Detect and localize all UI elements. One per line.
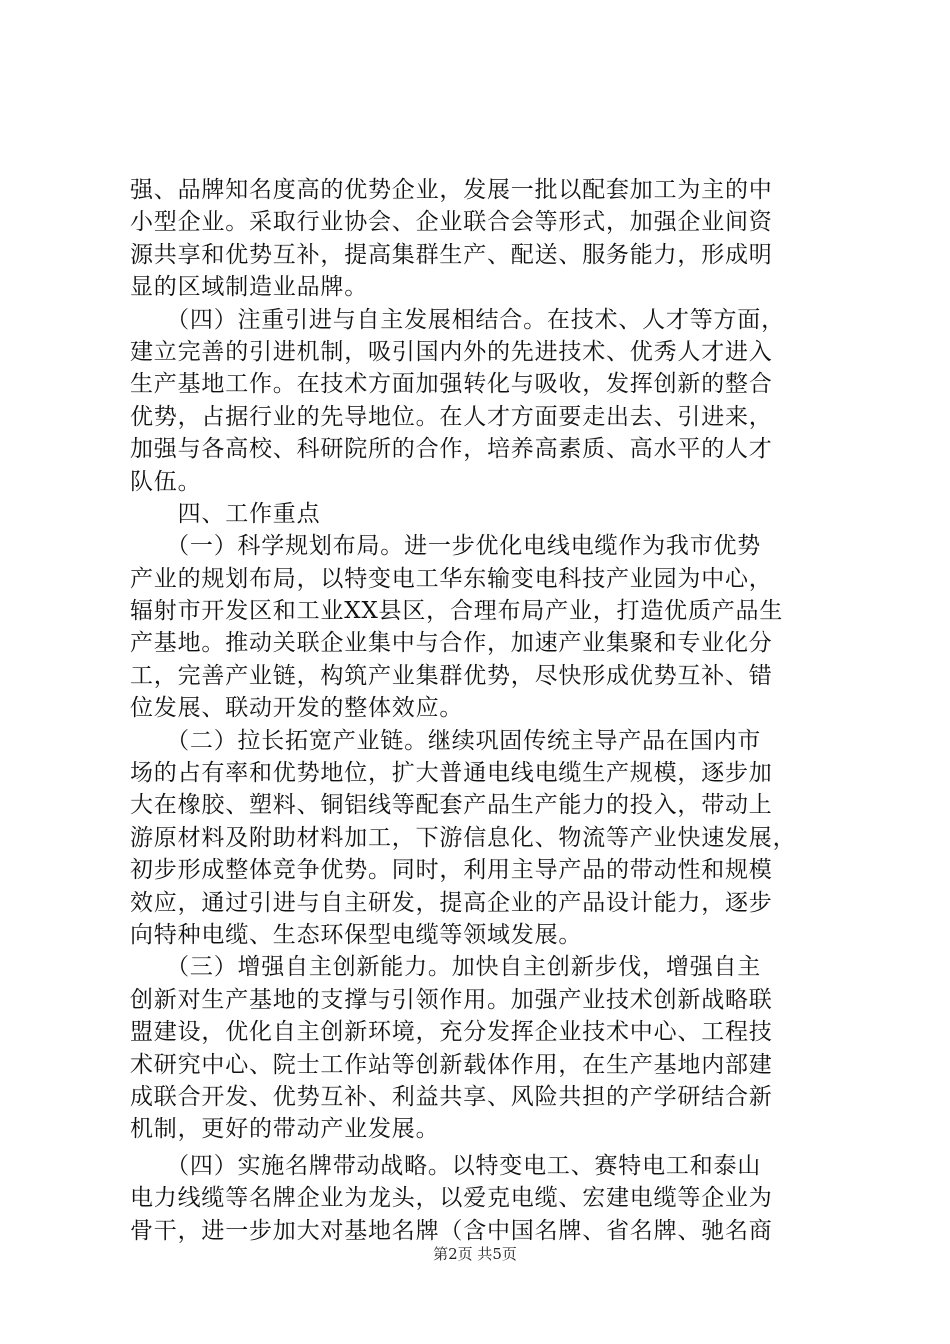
page-footer (0, 1244, 950, 1264)
text-line: 辐射市开发区和工业XX县区，合理布局产业，打造优质产品生 (130, 598, 784, 625)
text-line: 初步形成整体竞争优势。同时，利用主导产品的带动性和规模 (130, 857, 773, 884)
text-line: 场的占有率和优势地位，扩大普通电线电缆生产规模，逐步加 (130, 760, 773, 787)
text-line: （三）增强自主创新能力。加快自主创新步伐，增强自主 (130, 954, 762, 981)
text-line: 向特种电缆、生态环保型电缆等领域发展。 (130, 921, 583, 948)
text-line: 显的区域制造业品牌。 (130, 274, 368, 301)
page-number-label: 第2页 共5页 (433, 1245, 517, 1263)
text-line: 创新对生产基地的支撑与引领作用。加强产业技术创新战略联 (130, 986, 773, 1013)
text-line: 效应，通过引进与自主研发，提高企业的产品设计能力，逐步 (130, 889, 773, 916)
text-line: 源共享和优势互补，提高集群生产、配送、服务能力，形成明 (130, 241, 773, 268)
body-text (130, 174, 830, 1247)
text-line: 优势，占据行业的先导地位。在人才方面要走出去、引进来， (130, 403, 773, 430)
text-line: 电力线缆等名牌企业为龙头，以爱克电缆、宏建电缆等企业为 (130, 1185, 773, 1212)
text-line: 机制，更好的带动产业发展。 (130, 1116, 440, 1143)
text-line: 成联合开发、优势互补、利益共享、风险共担的产学研结合新 (130, 1083, 773, 1110)
text-line: 加强与各高校、科研院所的合作，培养高素质、高水平的人才 (130, 436, 773, 463)
text-line: （四）实施名牌带动战略。以特变电工、赛特电工和泰山 (130, 1152, 762, 1179)
text-line: 游原材料及附助材料加工，下游信息化、物流等产业快速发展， (130, 824, 797, 851)
text-line: 生产基地工作。在技术方面加强转化与吸收，发挥创新的整合 (130, 371, 773, 398)
text-line: 队伍。 (130, 468, 202, 495)
text-line: 工，完善产业链，构筑产业集群优势，尽快形成优势互补、错 (130, 662, 773, 689)
text-line: 盟建设，优化自主创新环境，充分发挥企业技术中心、工程技 (130, 1019, 773, 1046)
section-heading: 四、工作重点 (130, 500, 321, 527)
text-line: 骨干，进一步加大对基地名牌（含中国名牌、省名牌、驰名商 (130, 1217, 773, 1244)
text-line: （四）注重引进与自主发展相结合。在技术、人才等方面， (130, 306, 785, 333)
text-line: 术研究中心、院士工作站等创新载体作用，在生产基地内部建 (130, 1051, 773, 1078)
text-line: 大在橡胶、塑料、铜铝线等配套产品生产能力的投入，带动上 (130, 792, 773, 819)
text-line: 位发展、联动开发的整体效应。 (130, 695, 464, 722)
text-line: 强、品牌知名度高的优势企业，发展一批以配套加工为主的中 (130, 177, 773, 203)
text-line: 产基地。推动关联企业集中与合作，加速产业集聚和专业化分 (130, 630, 773, 657)
text-line: （一）科学规划布局。进一步优化电线电缆作为我市优势 (130, 533, 762, 560)
text-line: （二）拉长拓宽产业链。继续巩固传统主导产品在国内市 (130, 727, 762, 754)
text-line: 建立完善的引进机制，吸引国内外的先进技术、优秀人才进入 (130, 338, 773, 365)
text-line: 小型企业。采取行业协会、企业联合会等形式，加强企业间资 (130, 209, 773, 236)
text-line: 产业的规划布局，以特变电工华东输变电科技产业园为中心， (130, 565, 773, 592)
